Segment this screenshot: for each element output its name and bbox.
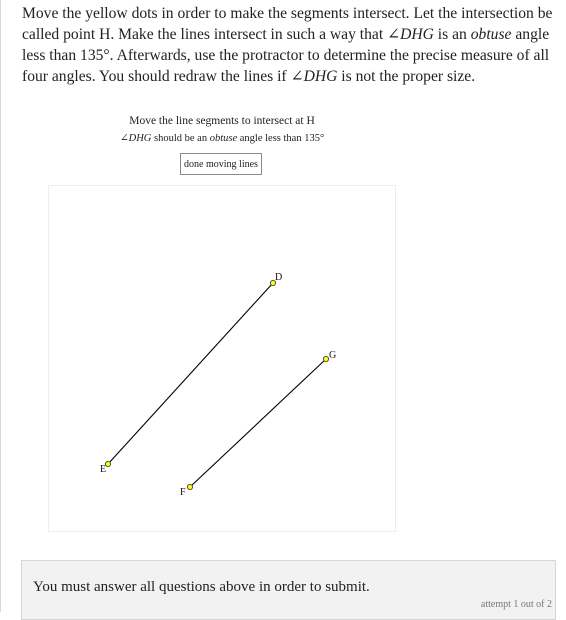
segment-de [108, 283, 273, 464]
point-e-label: E [100, 464, 107, 475]
point-g-label: G [329, 350, 337, 361]
point-f-handle[interactable] [187, 484, 192, 489]
instruction-text-end: angle less than 135° [237, 133, 325, 144]
point-f-label: F [180, 487, 186, 498]
prompt-text-3: angle less than 135°. Afterwards, use the protractor to determine the precise measure of all four angles. You should redraw the lines if [22, 26, 550, 85]
attempt-counter: attempt 1 out of 2 [480, 599, 552, 610]
submit-notice-box [21, 560, 556, 620]
instruction-emphasis: obtuse [209, 133, 238, 144]
point-g-handle[interactable] [323, 356, 328, 361]
done-moving-lines-button[interactable]: done moving lines [180, 153, 262, 175]
angle-dhg-label: ∠DHG [387, 26, 434, 43]
segment-fg [190, 359, 326, 487]
point-d-label: D [275, 272, 283, 283]
angle-dhg-label-2: ∠DHG [290, 68, 338, 85]
prompt-text-4: is not the proper size. [337, 68, 476, 85]
submit-message: You must answer all questions above in order to submit. [33, 579, 370, 595]
instruction-text-mid: should be an [151, 133, 210, 144]
instruction-angle: ∠DHG [119, 133, 152, 144]
instruction-line-1: Move the line segments to intersect at H [129, 115, 315, 127]
prompt-text-1: Move the yellow dots in order to make the segments intersect. Let the intersection be called point H. Make the lines intersect in such a way that [22, 5, 553, 43]
geometry-svg [49, 186, 397, 533]
point-e-handle[interactable] [105, 461, 110, 466]
prompt-text-2: is an [433, 26, 471, 43]
instruction-line-2 [0, 132, 444, 144]
prompt-emphasis-obtuse: obtuse [470, 26, 512, 43]
left-border [0, 0, 1, 612]
geometry-canvas[interactable] [48, 185, 396, 532]
question-prompt [22, 3, 558, 87]
